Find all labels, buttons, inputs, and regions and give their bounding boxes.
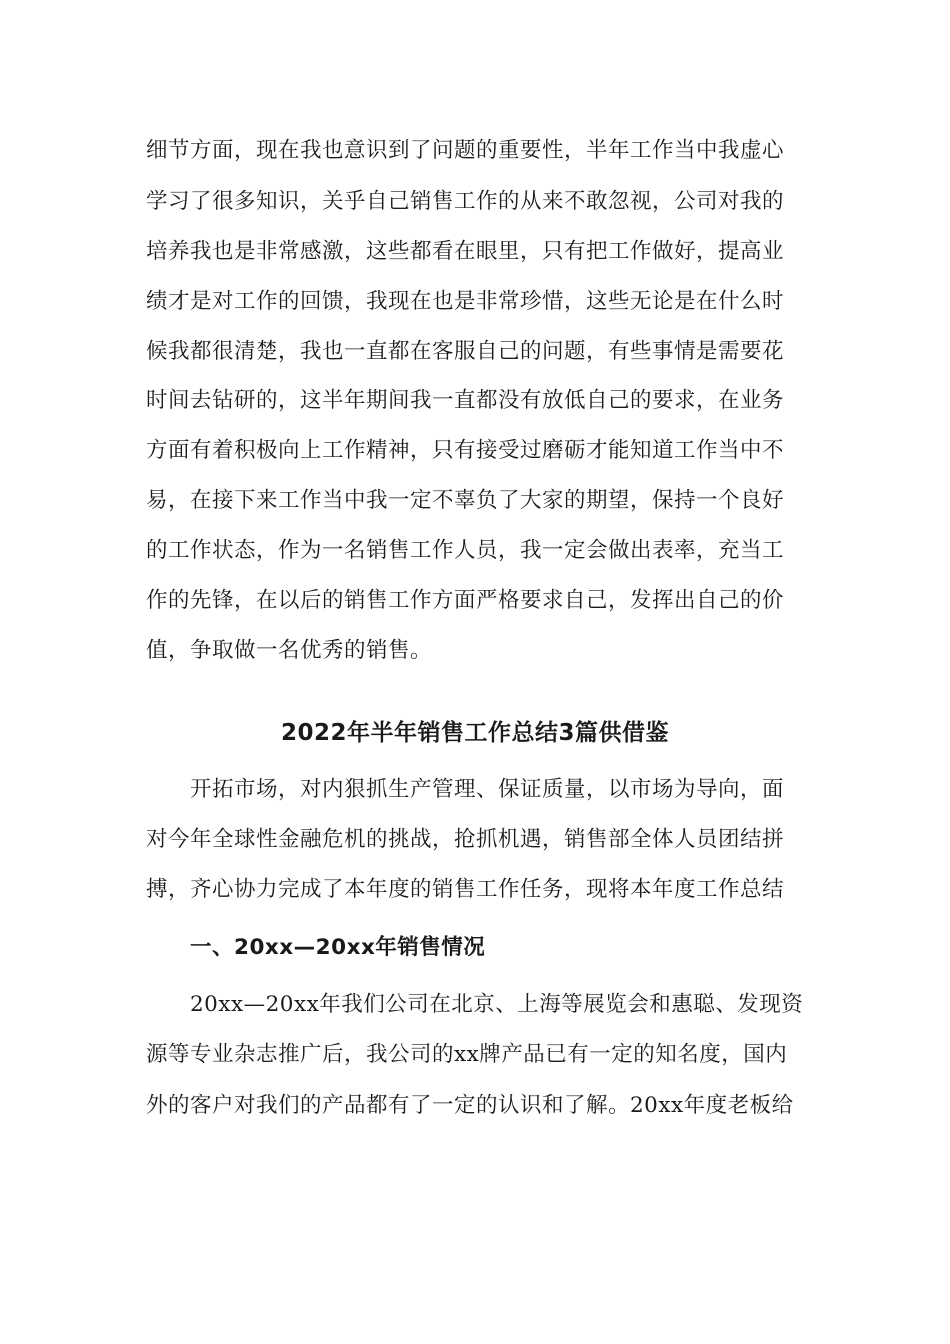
paragraph-line: 绩才是对工作的回馈，我现在也是非常珍惜，这些无论是在什么时 [146, 289, 785, 314]
paragraph-line: 20xx—20xx年我们公司在北京、上海等展览会和惠聪、发现资 [190, 992, 804, 1017]
document-title: 2022年半年销售工作总结3篇供借鉴 [280, 720, 670, 746]
paragraph-line: 易，在接下来工作当中我一定不辜负了大家的期望，保持一个良好 [146, 488, 785, 513]
paragraph-line: 外的客户对我们的产品都有了一定的认识和了解。20xx年度老板给 [146, 1093, 794, 1118]
paragraph-line: 的工作状态，作为一名销售工作人员，我一定会做出表率，充当工 [146, 538, 785, 563]
paragraph-line: 培养我也是非常感激，这些都看在眼里，只有把工作做好，提高业 [146, 239, 785, 264]
paragraph-line: 细节方面，现在我也意识到了问题的重要性，半年工作当中我虚心 [146, 138, 785, 163]
paragraph-line: 学习了很多知识，关乎自己销售工作的从来不敢忽视，公司对我的 [146, 189, 785, 214]
paragraph-line: 值，争取做一名优秀的销售。 [146, 638, 433, 663]
paragraph-line: 方面有着积极向上工作精神，只有接受过磨砺才能知道工作当中不 [146, 438, 785, 463]
paragraph-line: 时间去钻研的，这半年期间我一直都没有放低自己的要求，在业务 [146, 388, 785, 413]
section-heading: 一、20xx—20xx年销售情况 [190, 935, 486, 960]
paragraph-line: 开拓市场，对内狠抓生产管理、保证质量，以市场为导向，面 [190, 777, 785, 802]
paragraph-line: 对今年全球性金融危机的挑战，抢抓机遇，销售部全体人员团结拼 [146, 827, 785, 852]
paragraph-line: 作的先锋，在以后的销售工作方面严格要求自己，发挥出自己的价 [146, 588, 785, 613]
paragraph-line: 源等专业杂志推广后，我公司的xx牌产品已有一定的知名度，国内 [146, 1042, 788, 1067]
paragraph-line: 搏，齐心协力完成了本年度的销售工作任务，现将本年度工作总结 [146, 877, 785, 902]
paragraph-line: 候我都很清楚，我也一直都在客服自己的问题，有些事情是需要花 [146, 339, 785, 364]
